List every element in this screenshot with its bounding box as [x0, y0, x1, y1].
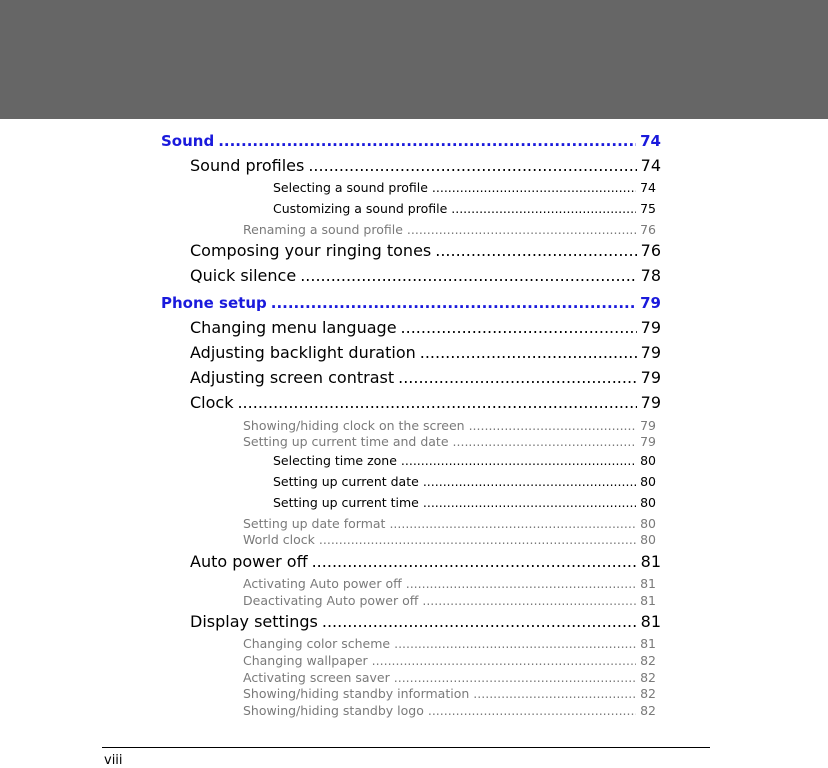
toc-page-number: 80	[640, 532, 656, 547]
toc-entry-label: Selecting a sound profile	[273, 180, 428, 195]
toc-entry-label: Setting up current time	[273, 495, 419, 510]
toc-page-number: 80	[640, 516, 656, 531]
toc-entry	[273, 453, 656, 468]
leader-dots	[453, 434, 637, 449]
toc-page-number: 81	[640, 552, 661, 571]
toc-entry	[190, 318, 661, 337]
toc-entry	[243, 532, 656, 547]
leader-dots	[300, 266, 636, 285]
toc-entry	[243, 418, 656, 433]
leader-dots	[473, 686, 636, 701]
toc-entry-label: Adjusting screen contrast	[190, 368, 395, 387]
leader-dots	[372, 653, 636, 668]
toc-page-number: 81	[640, 636, 656, 651]
toc-entry-label: Changing color scheme	[243, 636, 391, 651]
leader-dots	[420, 343, 637, 362]
leader-dots	[389, 516, 636, 531]
toc-page-number: 82	[640, 653, 656, 668]
toc-entry-label: Customizing a sound profile	[273, 201, 448, 216]
leader-dots	[218, 132, 636, 150]
toc-entry	[243, 653, 656, 668]
toc-entry-label: Display settings	[190, 612, 318, 631]
toc-page-number: 74	[640, 156, 661, 175]
page-number: viii	[104, 753, 123, 768]
toc-page-number: 82	[640, 703, 656, 718]
toc-page-number: 76	[640, 222, 656, 237]
leader-dots	[428, 703, 636, 718]
toc-entry-label: Deactivating Auto power off	[243, 593, 419, 608]
toc-page-number: 82	[640, 670, 656, 685]
toc-entry	[273, 474, 656, 489]
toc-page-number: 79	[640, 318, 661, 337]
toc-entry-label: Clock	[190, 393, 234, 412]
toc-entry	[190, 241, 661, 260]
toc-page-number: 80	[640, 495, 656, 510]
toc-page-number: 79	[640, 343, 661, 362]
toc-entry-label: Auto power off	[190, 552, 308, 571]
leader-dots	[432, 180, 636, 195]
leader-dots	[322, 612, 637, 631]
leader-dots	[271, 294, 636, 312]
toc-page-number: 82	[640, 686, 656, 701]
leader-dots	[312, 552, 637, 571]
toc-entry	[190, 266, 661, 285]
toc-entry-label: Showing/hiding standby logo	[243, 703, 424, 718]
toc-page-number: 76	[640, 241, 661, 260]
toc-entry-label: Showing/hiding clock on the screen	[243, 418, 465, 433]
leader-dots	[319, 532, 636, 547]
toc-page-number: 81	[640, 593, 656, 608]
toc-entry	[243, 593, 656, 608]
leader-dots	[401, 453, 636, 468]
toc-entry-label: Changing wallpaper	[243, 653, 368, 668]
leader-dots	[394, 670, 636, 685]
toc-section-title: Phone setup	[161, 294, 267, 312]
toc-entry-label: Showing/hiding standby information	[243, 686, 470, 701]
toc-page-number: 81	[640, 612, 661, 631]
toc-entry	[273, 180, 656, 195]
toc-entry	[243, 686, 656, 701]
leader-dots	[435, 241, 636, 260]
toc-entry	[273, 201, 656, 216]
toc-page-number: 74	[640, 180, 656, 195]
toc-entry-label: Selecting time zone	[273, 453, 397, 468]
toc-section-title: Sound	[161, 132, 215, 150]
footer-rule	[102, 747, 710, 748]
toc-page-number: 79	[640, 418, 656, 433]
toc-section-phone-setup[interactable]	[161, 294, 661, 312]
leader-dots	[469, 418, 637, 433]
toc-entry-label: Adjusting backlight duration	[190, 343, 416, 362]
leader-dots	[398, 368, 637, 387]
toc-page-number: 79	[640, 434, 656, 449]
toc-entry-label: Renaming a sound profile	[243, 222, 403, 237]
leader-dots	[423, 495, 636, 510]
leader-dots	[237, 393, 636, 412]
toc-entry-label: Activating screen saver	[243, 670, 390, 685]
toc-entry-label: Setting up current time and date	[243, 434, 449, 449]
leader-dots	[451, 201, 636, 216]
toc-entry	[243, 516, 656, 531]
toc-page-number: 75	[640, 201, 656, 216]
leader-dots	[407, 222, 636, 237]
toc-entry	[190, 368, 661, 387]
toc-entry	[190, 343, 661, 362]
toc-entry-label: Setting up date format	[243, 516, 386, 531]
leader-dots	[406, 576, 636, 591]
toc-entry	[243, 576, 656, 591]
toc-page-number: 74	[640, 132, 661, 150]
toc-entry	[273, 495, 656, 510]
toc-entry-label: Composing your ringing tones	[190, 241, 432, 260]
toc-page-number: 80	[640, 474, 656, 489]
leader-dots	[394, 636, 636, 651]
toc-entry	[243, 636, 656, 651]
toc-entry	[243, 703, 656, 718]
toc-page-number: 79	[640, 393, 661, 412]
toc-entry	[243, 434, 656, 449]
toc-page-number: 81	[640, 576, 656, 591]
toc-entry-label: Setting up current date	[273, 474, 419, 489]
toc-page-number: 80	[640, 453, 656, 468]
toc-page-number: 79	[640, 368, 661, 387]
toc-entry	[190, 552, 661, 571]
toc-entry-label: World clock	[243, 532, 315, 547]
leader-dots	[423, 474, 636, 489]
toc-entry-label: Sound profiles	[190, 156, 305, 175]
toc-entry	[243, 222, 656, 237]
header-band	[0, 0, 828, 119]
toc-page-number: 78	[640, 266, 661, 285]
leader-dots	[308, 156, 636, 175]
toc-section-sound[interactable]	[161, 132, 661, 150]
toc-entry	[243, 670, 656, 685]
toc-entry	[190, 612, 661, 631]
toc-entry	[190, 156, 661, 175]
leader-dots	[401, 318, 637, 337]
leader-dots	[422, 593, 636, 608]
toc-entry-label: Changing menu language	[190, 318, 397, 337]
toc-entry-label: Activating Auto power off	[243, 576, 402, 591]
toc-entry-label: Quick silence	[190, 266, 297, 285]
toc-entry	[190, 393, 661, 412]
toc-page-number: 79	[640, 294, 661, 312]
